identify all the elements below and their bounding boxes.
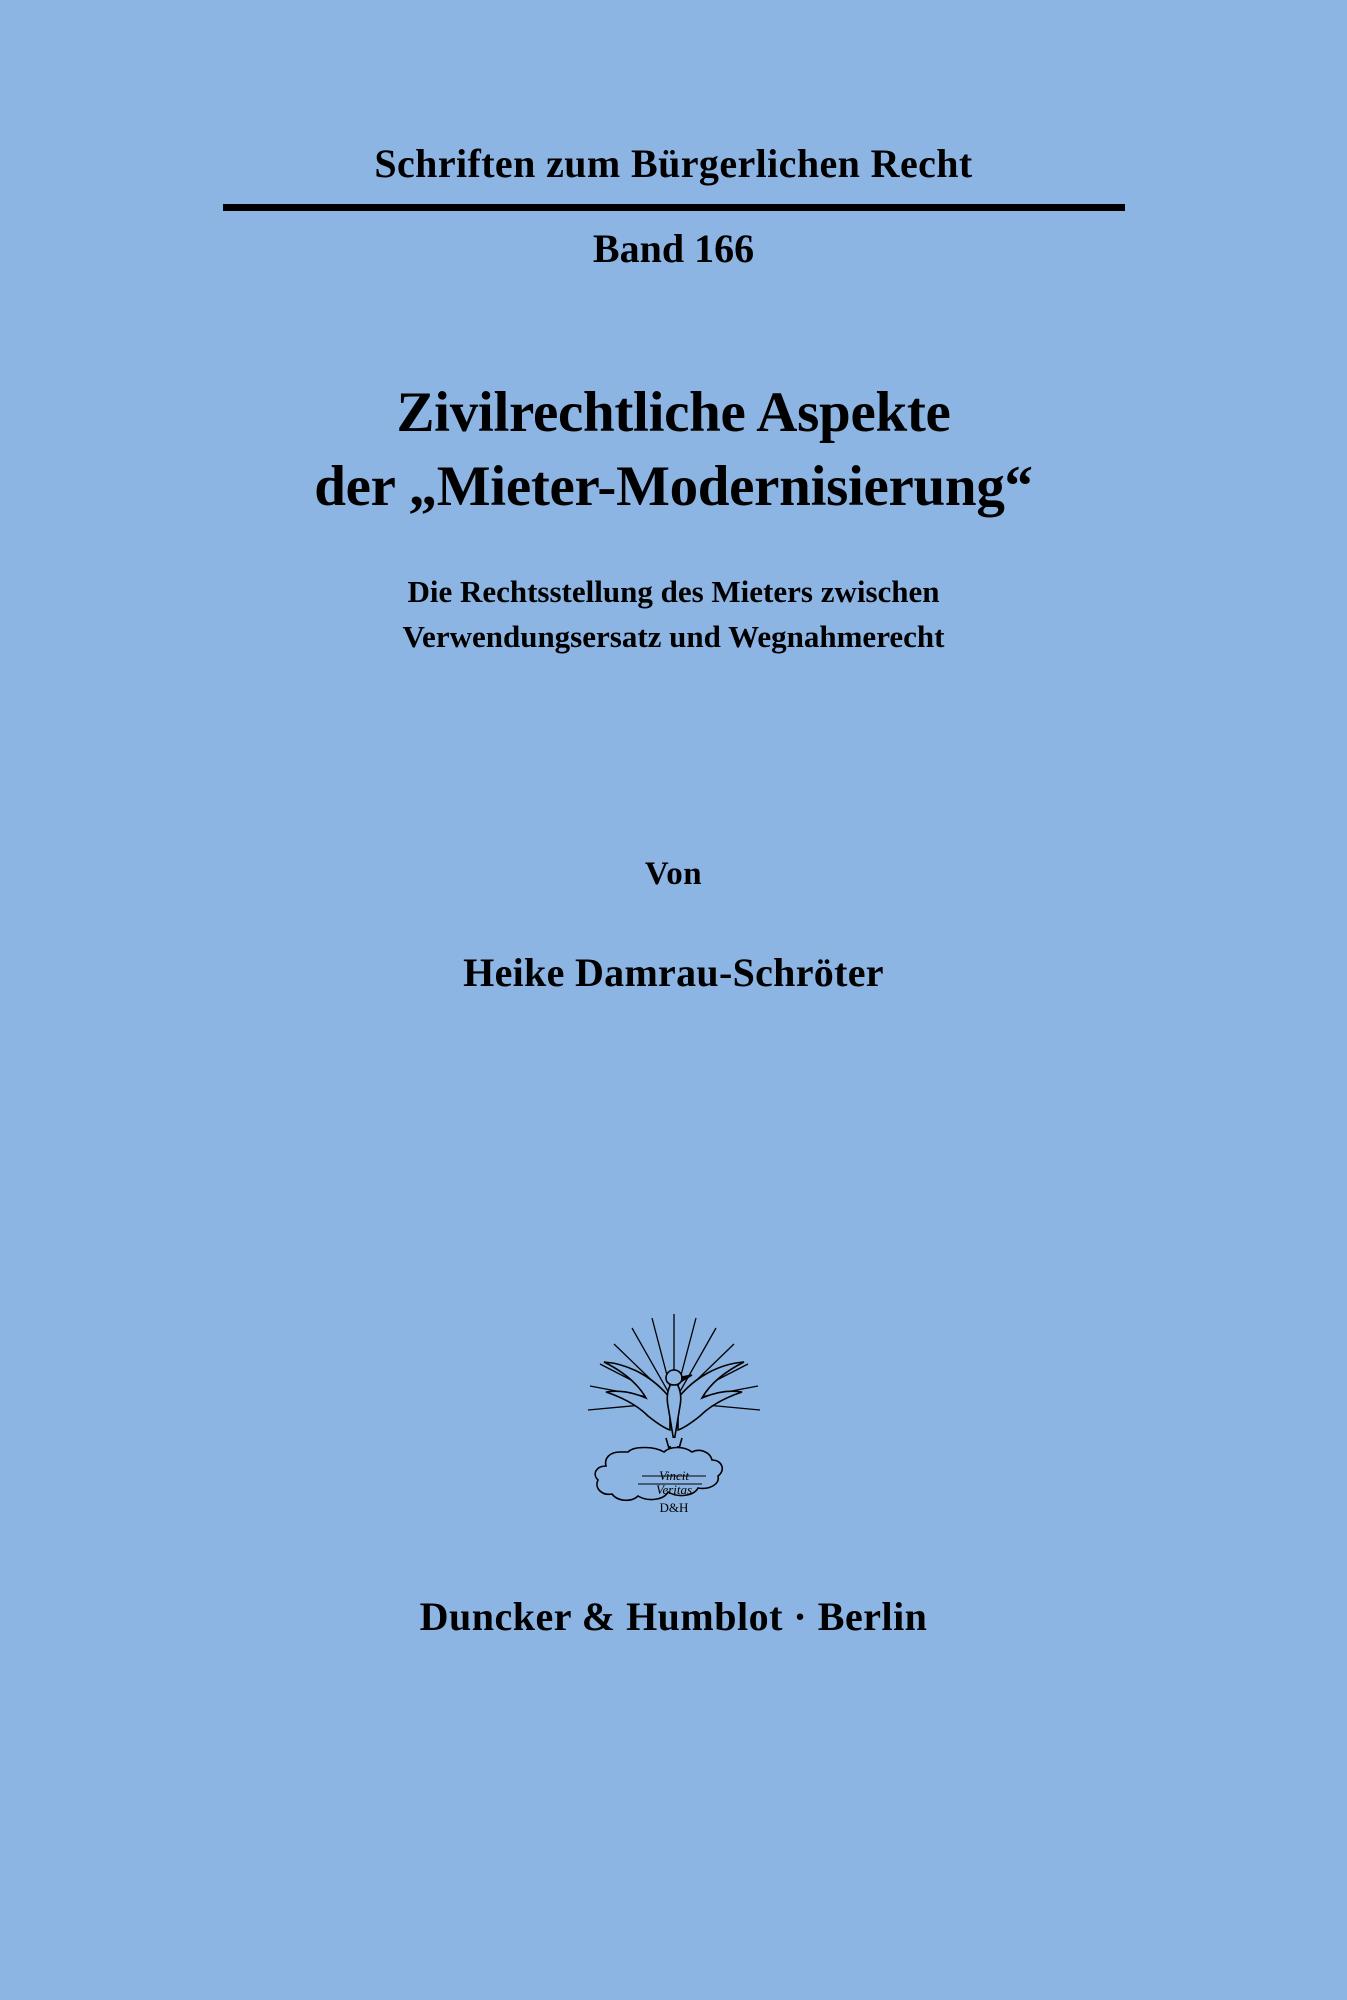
publisher-imprint: Duncker & Humblot · Berlin [419, 1594, 928, 1640]
logo-motto-line-1: Vincit [658, 1468, 689, 1484]
series-divider [223, 204, 1125, 211]
series-block [0, 142, 1347, 272]
eagle-icon [574, 1306, 774, 1521]
series-title: Schriften zum Bürgerlichen Recht [374, 141, 973, 186]
subtitle-line-2: Verwendungsersatz und Wegnahmerecht [402, 619, 945, 655]
logo-motto-line-2: Veritas [655, 1482, 692, 1498]
title-line-1: Zivilrechtliche Aspekte [396, 381, 951, 444]
subtitle-line-1: Die Rechtsstellung des Mieters zwischen [407, 574, 940, 610]
logo-initials: D&H [659, 1500, 688, 1516]
publisher-block [0, 1593, 1347, 1640]
page-title [0, 376, 1347, 524]
author-name: Heike Damrau-Schröter [463, 950, 884, 996]
author-block [0, 856, 1347, 996]
title-line-2: der „Mieter-Modernisierung“ [314, 455, 1033, 519]
publisher-logo [0, 1306, 1347, 1521]
series-volume: Band 166 [592, 226, 755, 271]
subtitle [0, 570, 1347, 660]
author-by-label: Von [644, 856, 703, 893]
